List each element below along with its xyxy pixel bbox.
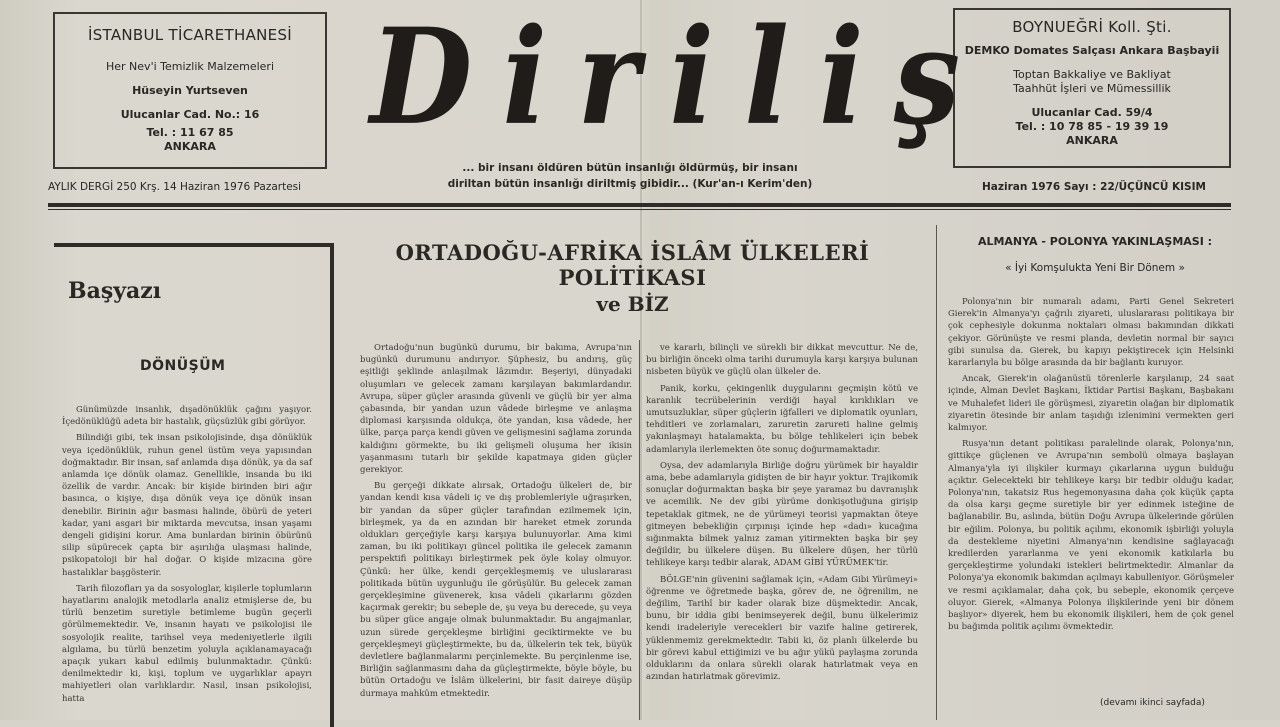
ad-box-istanbul-ticarethanesi xyxy=(53,12,327,169)
editorial-paragraph: Günümüzde insanlık, dışadönüklük çağını yaşıyor. İçedönüklüğü adeta bir hastalık, güçsüzlük gibi görüyor. xyxy=(62,405,312,428)
ad-right-line2: Toptan Bakkaliye ve Bakliyat xyxy=(1013,68,1171,81)
right-article-paragraph: Ancak, Gierek'in olağanüstü törenlerle karşılanıp, 24 saat içinde, Alman Devlet Başkanı, İktidar Partisi Başkanı, Başbakanı ve Muhalefet lideri ile görüşmesi, ziyaretin olağan bir diplomatik ziyaretin ötesinde bir anlam taşıdığı izlenimini vermekten geri kalmıyor. xyxy=(948,374,1234,434)
editorial-heading: Başyazı xyxy=(68,278,162,304)
main-article-paragraph: Oysa, dev adamlarıyla Birliğe doğru yürümek bir hayaldir ama, bebe adamlarıyla gidişten de bir hayır yoktur. Trajikomik sonuçlar doğurmaktan başka bir şeye yaramaz bu davranışlık ve acemilik. Ne dev gibi yürüme donkişotluğuna girişip tepetaklak gitmek, ne de yürümeyi teorisi yapmaktan öteye gitmeyen bebekliğin çırpınışı içinde hep «dadı» kucağına sığınmakta bilmek yalnız zaman yitirmekten başka bir şey değildir, bu ülkelere düşen. Bu ülkelere düşen, her türlü tehlikeye karşı tedbir alarak, ADAM GİBİ YÜRÜMEK'tir. xyxy=(646,460,918,569)
masthead-rule xyxy=(48,203,1231,207)
right-article-body xyxy=(948,296,1234,691)
dateline-right: Haziran 1976 Sayı : 22/ÜÇÜNCÜ KISIM xyxy=(982,181,1206,193)
editorial-body xyxy=(62,404,312,709)
main-article-column-2 xyxy=(646,342,918,687)
ad-left-line2: Hüseyin Yurtseven xyxy=(132,84,248,97)
main-article-title: ORTADOĞU-AFRİKA İSLÂM ÜLKELERİ POLİTİKASI xyxy=(395,240,870,290)
main-article-paragraph: Ortadoğu'nun bugünkü durumu, bir bakıma, Avrupa'nın bugünkü durumunu andırıyor. Şüphesiz, bu andırış, güç eşitliği şeklinde anlaşılmak lâzımdır. Beşeriyi, dünyadaki oluşumları ve gelecek zamanı karşılayan bakımlardandır. Avrupa, süper güçler arasında güvenli ve güçlü bir yer alma çabasında, bir yandan uzun vâdede birleşme ve anlaşma diplomasi karşısında oldukça, öte yandan, kısa vâdede, her ülke, parça parça kendi güven ve gelişmesini sağlama zorunda kaldığını görmekte, bu iki gelişmeli oluşuma her ikisin yaşanmasını tutarlı bir şekilde kapatmaya giden güçler gerekiyor. xyxy=(360,343,632,476)
quote-line2: diriltan bütün insanlığı diriltmiş gibidir... (Kur'an-ı Kerim'den) xyxy=(447,178,813,190)
main-article-paragraph: BÖLGE'nin güvenini sağlamak için, «Adam Gibi Yürümeyi» öğrenme ve öğretmede başka, görev de, ne öğrenilim, ne değilim, Tarihî bir kader olarak bize düşmektedir. Ancak, bunu, bir iddia gibi benimseyerek değil, bunu ülkelerimiz kendi iradeleriyle verecekleri bir vazife haline getirerek, yüklenmemiz gerekmektedir. Tabii ki, öz planlı ülkelerde bu bir görevi kabul ettiğimizi ve bu ağır yükü paylaşma zorunda olduklarını da onlara sürekli olarak hatırlatmak veya en azından hatırlatmak görevimiz. xyxy=(646,574,918,683)
ad-right-name: BOYNUEĞRİ Koll. Şti. xyxy=(1012,18,1172,36)
right-article-heading: ALMANYA - POLONYA YAKINLAŞMASI : xyxy=(977,235,1213,248)
ad-right-line5: Tel. : 10 78 85 - 19 39 19 xyxy=(1015,120,1169,133)
ad-left-name: İSTANBUL TİCARETHANESİ xyxy=(88,26,292,44)
ad-left-line3: Ulucanlar Cad. No.: 16 xyxy=(120,108,260,121)
main-article-paragraph: ve kararlı, bilinçli ve sürekli bir dikkat mevcuttur. Ne de, bu birliğin önceki olma tarihi durumuyla karşı karşıya bulunan nisbeten büyük ve güçlü olan ülkeler de. xyxy=(646,343,918,378)
dateline-left: AYLIK DERGİ 250 Krş. 14 Haziran 1976 Pazartesi xyxy=(48,181,302,193)
column-divider xyxy=(936,225,937,720)
ad-right-line4: Ulucanlar Cad. 59/4 xyxy=(1031,106,1153,119)
masthead xyxy=(370,0,991,162)
quote-line1: ... bir insanı öldüren bütün insanlığı öldürmüş, bir insanı xyxy=(462,162,798,174)
main-article-column-1 xyxy=(360,342,632,704)
masthead-rule-thin xyxy=(48,209,1231,210)
right-article-paragraph: Rusya'nın detant politikası paralelinde olarak, Polonya'nın, gittikçe güçlenen ve Avrupa'nın sembolü olmaya başlayan Almanya'yla iyi ilişkiler kurmayı çıkarlarına uygun bulduğu açıktır. Gelecekteki bir tehlikeye karşı bir tedbir olduğu kadar, Polonya'nın, takatsiz Rus hegemonyasına daha çok küçük çapta da olsa karşı geçme suretiyle bir yer edinmek isteğine de bağlanabilir. Bu, aslında, bütün Doğu Avrupa ülkelerinde görülen bir eğilim. Polonya, bu politik açılımı, ekonomik işbirliği yoluyla da destekleme niyetini Almanya'nın kendisine sağlayacağı kredilerden yararlanma ve yeni ekonomik katkılarla bu gerçekleştirme yolundaki istekleri belirtmektedir. Almanlar da Polonya'ya ekonomik bakımdan açılmayı kabulleniyor. Görüşmeler ve resmi açıklamalar, daha çok, bu sebeple, ekonomik çerçeve oluyor. Gierek, «Almanya Polonya ilişkilerinde yeni bir dönem başlıyor» diyerek, hem bu ekonomik ilişkileri, hem de çok genel bu bağımda politik açılımı övmektedir. xyxy=(948,439,1234,633)
main-article-subtitle: ve BİZ xyxy=(596,292,669,316)
editorial-paragraph: Bilindiği gibi, tek insan psikolojisinde, dışa dönüklük veya içedönüklük, ruhun genel üstüm veya yapısından doğmaktadır. Bir insan, saf anlamda dışa dönük, ya da saf anlamda içe dönük olamaz. Genellikle, insanda bu iki özellik de vardır. Ancak: bir kişide birinden biri ağır basınca, o kişiye, dışa dönük veya içe dönük insan denebilir. Birinin ağır basması halinde, öbürü de yeteri kadar, yani asgari bir miktarda mevcutsa, insan yaşamı dengeli gidişini korur. Ama bunlardan birinin öbürünü silip süpürecek çapta bir aşırılığa ulaşması halinde, psikopatoloji bir hal doğar. O kişide mizacına göre hastalıklar başgösterir. xyxy=(62,433,312,578)
right-article-subheading: « İyi Komşulukta Yeni Bir Dönem » xyxy=(1005,262,1185,274)
ad-box-boynuegri xyxy=(953,8,1231,168)
continued-note: (devamı ikinci sayfada) xyxy=(1100,698,1205,708)
ad-left-line5: ANKARA xyxy=(164,140,216,153)
right-article-paragraph: Polonya'nın bir numaralı adamı, Parti Genel Sekreteri Gierek'in Almanya'yı çağrılı ziyareti, uluslararası politikaya bir çok cephesiyle dokunma noktaları olması bakımından dikkati çekiyor. Görünüşte ve resmi planda, devletin normal bir sayıcı gibi sunulsa da. Gierek, bu kapıyı pekiştirecek için Helsinki kararlarıyla bu bölge arasında da bir bağlantı kuruyor. xyxy=(948,297,1234,369)
ad-right-line3: Taahhüt İşleri ve Mümessillik xyxy=(1013,82,1171,95)
column-divider xyxy=(639,340,640,720)
editorial-paragraph: Tarih filozofları ya da sosyologlar, kişilerle toplumların hayatlarını analojik metodlarla analiz etmişlerse de, bu türlü benzetim suretiyle betimleme bugün geçerli görülmemektedir. Ve, insanın hayatı ve psikolojisi ile sosyolojik realite, tarihsel veya medeniyetlerle ilgili algılama, bu türlü benzetim yoluyla açıklanamayacağı apaçık yukarı kabul edilmiş bulunmaktadır. Çünkü: denilmektedir ki, kişi, toplum ve uygarlıklar apayrı mahiyetleri olan varlıklardır. Nasıl, insan psikolojisi, hatta xyxy=(62,583,312,704)
main-article-paragraph: Panik, korku, çekingenlik duygularını geçmişin kötü ve karanlık tecrübelerinin verdiği hayal kırıklıkları ve umutsuzluklar, süper güçlerin iğfalleri ve diplomatik oyunları, tehditleri ve zorlamaları, zaruretin zarureti haline gelmiş yakınlaşmayı hatalamakta, bu bölge tehlikeleri için bebek adamlarıyla ilerlemekten öte sonuç doğurmamaktadır. xyxy=(646,383,918,455)
main-article-paragraph: Bu gerçeği dikkate alırsak, Ortadoğu ülkeleri de, bir yandan kendi kısa vâdeli iç ve dış problemleriyle uğraşırken, bir yandan da süper güçler tarafından ezilmemek için, birleşmek, ya da en azından bir hareket etmek zorunda oldukları gerçeğiyle karşı karşıya bulunuyorlar. Ama kimi zaman, bu iki politikayı güncel politika ile gelecek zamanın perspektifi politikayı birleştirmek pek öyle kolay olmuyor. Çünkü: her ülke, kendi gerçekleşmemiş ve uluslararası politikada bütün uygunluğu ile görüşülür. Bu gelecek zaman gerçekleşimine güvenerek, kısa vâdeli çıkarlarını gözden kaçırmak gerekir; bu sebeple de, şu veya bu derecede, şu veya bu süper güce angaje olmak bulunmaktadır. Bu angajmanlar, uzun sürede gerçekleşme birliğini geciktirmekte ve bu gerçekleşmeyi güçleştirmekte, bu da, ülkelerin tek tek, büyük devletlere bağlanmalarını perçinlemekte. Bu perçinlenme ise, Birliğin sağlanmasını daha da güçleştirmekte, böyle böyle, bu bütün Ortadoğu ve İslâm ülkelerini, bir fasit daireye düşüp durmaya mahkûm etmektedir. xyxy=(360,481,632,699)
editorial-subheading: DÖNÜŞÜM xyxy=(140,358,226,374)
ad-left-line1: Her Nev'i Temizlik Malzemeleri xyxy=(106,60,274,73)
masthead-title: Diriliş xyxy=(370,0,991,155)
masthead-quote xyxy=(440,160,820,192)
ad-left-line4: Tel. : 11 67 85 xyxy=(146,126,234,139)
ad-right-line1: DEMKO Domates Salçası Ankara Başbayii xyxy=(964,44,1220,57)
ad-right-line6: ANKARA xyxy=(1066,134,1118,147)
